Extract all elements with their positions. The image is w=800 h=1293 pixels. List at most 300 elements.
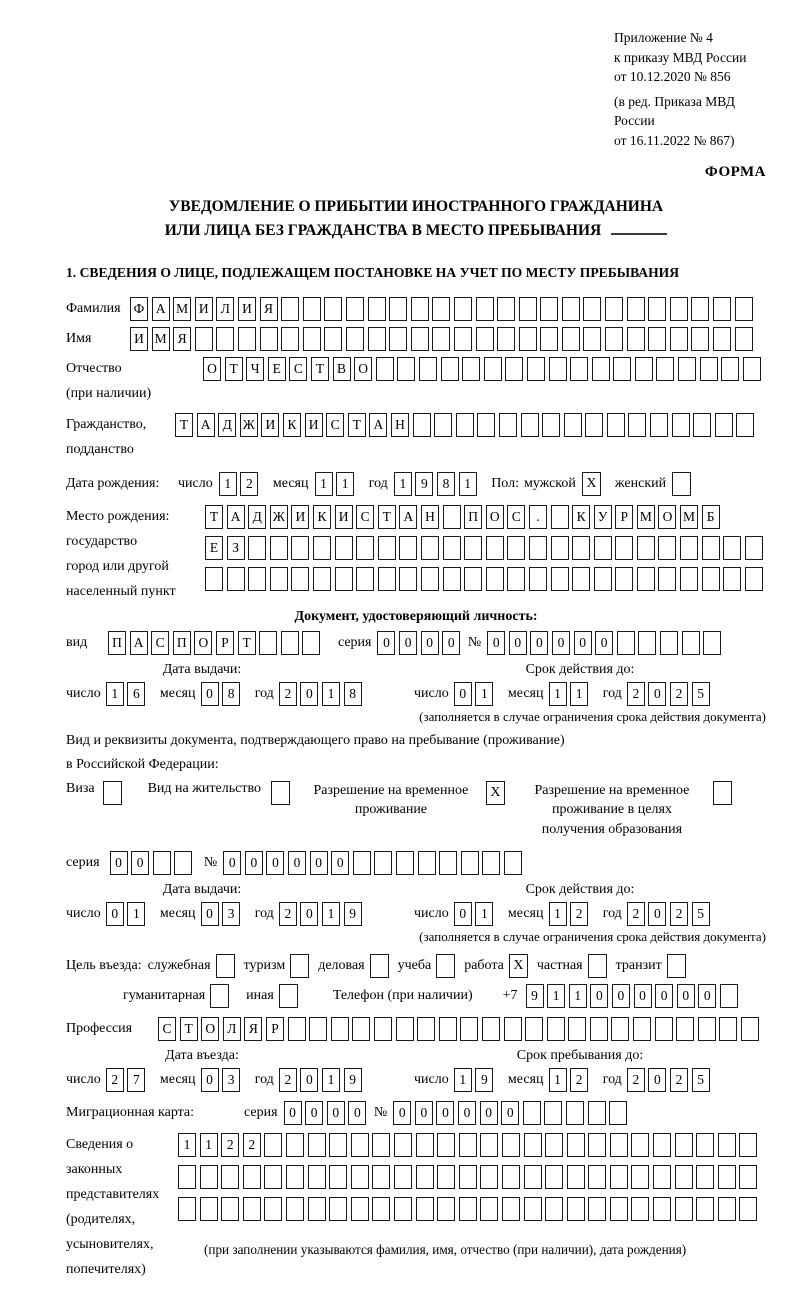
char-box[interactable] — [567, 1165, 585, 1189]
char-box[interactable]: 1 — [322, 1068, 340, 1092]
char-box[interactable]: 0 — [421, 631, 439, 655]
char-box[interactable]: А — [130, 631, 148, 655]
char-box[interactable]: 0 — [648, 902, 666, 926]
char-box[interactable] — [411, 297, 429, 321]
char-box[interactable] — [691, 327, 709, 351]
char-box[interactable] — [675, 1133, 693, 1157]
char-box[interactable]: В — [333, 357, 351, 381]
char-box[interactable] — [459, 1165, 477, 1189]
char-box[interactable]: З — [227, 536, 245, 560]
char-box[interactable] — [521, 413, 539, 437]
char-box[interactable]: Т — [180, 1017, 198, 1041]
char-box[interactable] — [335, 536, 353, 560]
char-box[interactable]: 2 — [670, 682, 688, 706]
char-box[interactable]: 0 — [552, 631, 570, 655]
char-box[interactable] — [389, 327, 407, 351]
char-box[interactable]: 9 — [344, 1068, 362, 1092]
char-box[interactable] — [421, 536, 439, 560]
char-box[interactable]: 2 — [570, 902, 588, 926]
char-box[interactable] — [286, 1165, 304, 1189]
char-box[interactable] — [378, 567, 396, 591]
char-box[interactable] — [718, 1197, 736, 1221]
char-box[interactable]: Т — [311, 357, 329, 381]
char-box[interactable] — [611, 1017, 629, 1041]
char-box[interactable]: 0 — [245, 851, 263, 875]
char-box[interactable]: Р — [266, 1017, 284, 1041]
char-box[interactable] — [745, 567, 763, 591]
char-box[interactable] — [308, 1197, 326, 1221]
char-box[interactable]: 0 — [595, 631, 613, 655]
char-box[interactable] — [396, 1017, 414, 1041]
char-box[interactable]: Т — [175, 413, 193, 437]
char-box[interactable] — [713, 297, 731, 321]
char-box[interactable] — [418, 851, 436, 875]
char-box[interactable] — [482, 851, 500, 875]
char-box[interactable] — [540, 297, 558, 321]
char-box[interactable] — [540, 327, 558, 351]
char-box[interactable] — [437, 1197, 455, 1221]
char-box[interactable] — [324, 297, 342, 321]
char-box[interactable]: 0 — [399, 631, 417, 655]
char-box[interactable] — [615, 536, 633, 560]
char-box[interactable] — [524, 1197, 542, 1221]
char-box[interactable] — [594, 567, 612, 591]
char-box[interactable]: Е — [268, 357, 286, 381]
char-box[interactable] — [174, 851, 192, 875]
char-box[interactable] — [544, 1101, 562, 1125]
char-box[interactable]: Н — [421, 505, 439, 529]
char-box[interactable] — [484, 357, 502, 381]
char-box[interactable]: 0 — [574, 631, 592, 655]
char-box[interactable] — [505, 357, 523, 381]
char-box[interactable]: Д — [218, 413, 236, 437]
char-box[interactable]: 8 — [437, 472, 455, 496]
char-box[interactable]: 2 — [570, 1068, 588, 1092]
char-box[interactable]: П — [173, 631, 191, 655]
char-box[interactable]: 2 — [279, 902, 297, 926]
char-box[interactable] — [721, 357, 739, 381]
char-box[interactable]: 0 — [655, 984, 673, 1008]
char-box[interactable] — [605, 327, 623, 351]
char-box[interactable]: Р — [216, 631, 234, 655]
char-box[interactable] — [303, 297, 321, 321]
char-box[interactable] — [178, 1165, 196, 1189]
char-box[interactable] — [682, 631, 700, 655]
char-box[interactable] — [270, 567, 288, 591]
char-box[interactable] — [735, 297, 753, 321]
char-box[interactable]: . — [529, 505, 547, 529]
char-box[interactable]: М — [637, 505, 655, 529]
char-box[interactable] — [562, 297, 580, 321]
char-box[interactable]: К — [572, 505, 590, 529]
char-box[interactable] — [486, 536, 504, 560]
char-box[interactable]: О — [203, 357, 221, 381]
transit-checkbox[interactable] — [667, 954, 686, 978]
char-box[interactable] — [609, 1101, 627, 1125]
char-box[interactable] — [551, 536, 569, 560]
char-box[interactable] — [270, 536, 288, 560]
char-box[interactable]: 2 — [243, 1133, 261, 1157]
char-box[interactable] — [329, 1133, 347, 1157]
char-box[interactable] — [542, 413, 560, 437]
char-box[interactable] — [432, 297, 450, 321]
char-box[interactable] — [221, 1197, 239, 1221]
study-checkbox[interactable] — [436, 954, 455, 978]
char-box[interactable] — [356, 567, 374, 591]
other-checkbox[interactable] — [279, 984, 298, 1008]
char-box[interactable]: С — [151, 631, 169, 655]
char-box[interactable] — [739, 1133, 757, 1157]
char-box[interactable]: П — [108, 631, 126, 655]
char-box[interactable]: И — [335, 505, 353, 529]
char-box[interactable] — [432, 327, 450, 351]
char-box[interactable]: 1 — [336, 472, 354, 496]
char-box[interactable] — [547, 1017, 565, 1041]
char-box[interactable] — [713, 327, 731, 351]
char-box[interactable]: М — [680, 505, 698, 529]
char-box[interactable]: А — [227, 505, 245, 529]
char-box[interactable] — [346, 327, 364, 351]
char-box[interactable] — [480, 1133, 498, 1157]
char-box[interactable]: 1 — [454, 1068, 472, 1092]
char-box[interactable]: 1 — [475, 682, 493, 706]
char-box[interactable] — [610, 1133, 628, 1157]
char-box[interactable]: Т — [225, 357, 243, 381]
char-box[interactable]: 0 — [648, 1068, 666, 1092]
char-box[interactable]: И — [238, 297, 256, 321]
char-box[interactable] — [286, 1197, 304, 1221]
char-box[interactable] — [572, 567, 590, 591]
char-box[interactable] — [329, 1165, 347, 1189]
char-box[interactable] — [627, 327, 645, 351]
char-box[interactable] — [248, 536, 266, 560]
tourism-checkbox[interactable] — [290, 954, 309, 978]
char-box[interactable] — [200, 1165, 218, 1189]
char-box[interactable] — [588, 1197, 606, 1221]
char-box[interactable] — [631, 1165, 649, 1189]
char-box[interactable] — [480, 1165, 498, 1189]
char-box[interactable] — [439, 1017, 457, 1041]
char-box[interactable] — [221, 1165, 239, 1189]
char-box[interactable] — [499, 413, 517, 437]
char-box[interactable] — [718, 1165, 736, 1189]
char-box[interactable] — [658, 536, 676, 560]
char-box[interactable] — [399, 567, 417, 591]
char-box[interactable]: Л — [216, 297, 234, 321]
char-box[interactable] — [519, 297, 537, 321]
char-box[interactable] — [374, 1017, 392, 1041]
char-box[interactable]: О — [354, 357, 372, 381]
char-box[interactable] — [637, 567, 655, 591]
char-box[interactable] — [419, 357, 437, 381]
char-box[interactable] — [281, 631, 299, 655]
char-box[interactable] — [504, 851, 522, 875]
char-box[interactable]: 2 — [279, 1068, 297, 1092]
char-box[interactable] — [476, 327, 494, 351]
char-box[interactable]: 9 — [475, 1068, 493, 1092]
char-box[interactable] — [454, 297, 472, 321]
char-box[interactable] — [153, 851, 171, 875]
char-box[interactable]: 6 — [127, 682, 145, 706]
char-box[interactable] — [519, 327, 537, 351]
char-box[interactable] — [617, 631, 635, 655]
char-box[interactable] — [303, 327, 321, 351]
char-box[interactable] — [583, 327, 601, 351]
char-box[interactable] — [696, 1197, 714, 1221]
char-box[interactable]: 0 — [487, 631, 505, 655]
char-box[interactable]: 0 — [698, 984, 716, 1008]
char-box[interactable] — [411, 327, 429, 351]
char-box[interactable]: 0 — [590, 984, 608, 1008]
char-box[interactable] — [562, 327, 580, 351]
char-box[interactable] — [372, 1133, 390, 1157]
char-box[interactable]: А — [197, 413, 215, 437]
char-box[interactable] — [567, 1133, 585, 1157]
char-box[interactable] — [745, 536, 763, 560]
char-box[interactable]: К — [313, 505, 331, 529]
char-box[interactable] — [331, 1017, 349, 1041]
char-box[interactable] — [594, 536, 612, 560]
temp-residence-checkbox[interactable]: X — [486, 781, 505, 805]
char-box[interactable]: 1 — [106, 682, 124, 706]
char-box[interactable]: П — [464, 505, 482, 529]
char-box[interactable]: 0 — [266, 851, 284, 875]
char-box[interactable]: 0 — [300, 902, 318, 926]
char-box[interactable] — [281, 327, 299, 351]
char-box[interactable] — [368, 297, 386, 321]
char-box[interactable]: 2 — [240, 472, 258, 496]
char-box[interactable] — [523, 1101, 541, 1125]
char-box[interactable] — [439, 851, 457, 875]
char-box[interactable] — [670, 297, 688, 321]
char-box[interactable] — [702, 567, 720, 591]
char-box[interactable] — [566, 1101, 584, 1125]
char-box[interactable] — [592, 357, 610, 381]
char-box[interactable]: О — [201, 1017, 219, 1041]
char-box[interactable]: 0 — [454, 902, 472, 926]
char-box[interactable] — [735, 327, 753, 351]
char-box[interactable]: 0 — [201, 682, 219, 706]
char-box[interactable] — [216, 327, 234, 351]
char-box[interactable] — [291, 567, 309, 591]
char-box[interactable] — [376, 357, 394, 381]
char-box[interactable] — [648, 327, 666, 351]
char-box[interactable] — [434, 413, 452, 437]
char-box[interactable] — [417, 1017, 435, 1041]
char-box[interactable]: 3 — [222, 902, 240, 926]
char-box[interactable] — [739, 1197, 757, 1221]
char-box[interactable] — [353, 851, 371, 875]
char-box[interactable]: 1 — [127, 902, 145, 926]
char-box[interactable] — [741, 1017, 759, 1041]
private-checkbox[interactable] — [588, 954, 607, 978]
char-box[interactable]: 0 — [612, 984, 630, 1008]
char-box[interactable] — [590, 1017, 608, 1041]
char-box[interactable] — [396, 851, 414, 875]
char-box[interactable] — [739, 1165, 757, 1189]
char-box[interactable] — [628, 413, 646, 437]
char-box[interactable]: 2 — [670, 902, 688, 926]
char-box[interactable]: 0 — [677, 984, 695, 1008]
char-box[interactable] — [346, 297, 364, 321]
char-box[interactable]: 0 — [288, 851, 306, 875]
char-box[interactable]: 1 — [569, 984, 587, 1008]
char-box[interactable] — [324, 327, 342, 351]
char-box[interactable]: 2 — [627, 682, 645, 706]
char-box[interactable]: О — [658, 505, 676, 529]
char-box[interactable] — [529, 567, 547, 591]
char-box[interactable]: Б — [702, 505, 720, 529]
char-box[interactable]: 2 — [221, 1133, 239, 1157]
char-box[interactable] — [464, 567, 482, 591]
char-box[interactable] — [413, 413, 431, 437]
char-box[interactable] — [421, 567, 439, 591]
char-box[interactable] — [743, 357, 761, 381]
char-box[interactable] — [627, 297, 645, 321]
char-box[interactable]: 1 — [570, 682, 588, 706]
char-box[interactable] — [368, 327, 386, 351]
residence-permit-checkbox[interactable] — [271, 781, 290, 805]
char-box[interactable]: И — [261, 413, 279, 437]
char-box[interactable] — [443, 536, 461, 560]
char-box[interactable] — [545, 1197, 563, 1221]
char-box[interactable]: 5 — [692, 1068, 710, 1092]
char-box[interactable]: Я — [173, 327, 191, 351]
char-box[interactable] — [564, 413, 582, 437]
char-box[interactable] — [507, 567, 525, 591]
char-box[interactable]: 0 — [331, 851, 349, 875]
char-box[interactable]: С — [356, 505, 374, 529]
char-box[interactable]: 0 — [348, 1101, 366, 1125]
char-box[interactable]: 8 — [344, 682, 362, 706]
char-box[interactable] — [653, 1165, 671, 1189]
char-box[interactable]: 1 — [394, 472, 412, 496]
char-box[interactable]: 0 — [110, 851, 128, 875]
char-box[interactable]: А — [399, 505, 417, 529]
visa-checkbox[interactable] — [103, 781, 122, 805]
char-box[interactable]: 0 — [415, 1101, 433, 1125]
char-box[interactable] — [441, 357, 459, 381]
char-box[interactable] — [524, 1165, 542, 1189]
char-box[interactable] — [378, 536, 396, 560]
char-box[interactable]: С — [158, 1017, 176, 1041]
char-box[interactable] — [588, 1165, 606, 1189]
char-box[interactable] — [416, 1165, 434, 1189]
char-box[interactable] — [243, 1165, 261, 1189]
char-box[interactable] — [313, 536, 331, 560]
char-box[interactable]: 0 — [310, 851, 328, 875]
char-box[interactable] — [482, 1017, 500, 1041]
char-box[interactable] — [675, 1197, 693, 1221]
char-box[interactable] — [545, 1133, 563, 1157]
char-box[interactable] — [351, 1133, 369, 1157]
char-box[interactable]: 0 — [377, 631, 395, 655]
char-box[interactable]: 5 — [692, 682, 710, 706]
char-box[interactable] — [437, 1165, 455, 1189]
char-box[interactable] — [650, 413, 668, 437]
char-box[interactable] — [486, 567, 504, 591]
char-box[interactable] — [389, 297, 407, 321]
char-box[interactable] — [675, 1165, 693, 1189]
char-box[interactable] — [653, 1197, 671, 1221]
char-box[interactable]: И — [291, 505, 309, 529]
char-box[interactable] — [462, 357, 480, 381]
char-box[interactable] — [702, 536, 720, 560]
char-box[interactable]: 7 — [127, 1068, 145, 1092]
char-box[interactable]: 8 — [222, 682, 240, 706]
char-box[interactable] — [549, 357, 567, 381]
char-box[interactable]: 0 — [480, 1101, 498, 1125]
char-box[interactable] — [394, 1197, 412, 1221]
char-box[interactable] — [480, 1197, 498, 1221]
char-box[interactable]: 2 — [106, 1068, 124, 1092]
char-box[interactable] — [416, 1197, 434, 1221]
char-box[interactable] — [715, 413, 733, 437]
char-box[interactable] — [248, 567, 266, 591]
char-box[interactable]: Т — [378, 505, 396, 529]
char-box[interactable]: О — [486, 505, 504, 529]
char-box[interactable] — [456, 413, 474, 437]
char-box[interactable] — [352, 1017, 370, 1041]
char-box[interactable] — [264, 1165, 282, 1189]
char-box[interactable]: И — [305, 413, 323, 437]
char-box[interactable] — [656, 357, 674, 381]
char-box[interactable] — [672, 413, 690, 437]
char-box[interactable]: Р — [615, 505, 633, 529]
char-box[interactable] — [691, 297, 709, 321]
char-box[interactable] — [460, 1017, 478, 1041]
char-box[interactable] — [437, 1133, 455, 1157]
char-box[interactable]: 0 — [284, 1101, 302, 1125]
char-box[interactable] — [660, 631, 678, 655]
char-box[interactable]: 0 — [201, 1068, 219, 1092]
char-box[interactable] — [698, 1017, 716, 1041]
char-box[interactable]: 1 — [219, 472, 237, 496]
char-box[interactable] — [631, 1133, 649, 1157]
char-box[interactable] — [607, 413, 625, 437]
char-box[interactable] — [195, 327, 213, 351]
char-box[interactable] — [719, 1017, 737, 1041]
char-box[interactable] — [524, 1133, 542, 1157]
char-box[interactable] — [700, 357, 718, 381]
char-box[interactable]: И — [195, 297, 213, 321]
char-box[interactable] — [260, 327, 278, 351]
char-box[interactable]: Л — [223, 1017, 241, 1041]
char-box[interactable] — [648, 297, 666, 321]
char-box[interactable] — [497, 297, 515, 321]
char-box[interactable] — [477, 413, 495, 437]
char-box[interactable]: О — [194, 631, 212, 655]
char-box[interactable] — [394, 1133, 412, 1157]
char-box[interactable] — [572, 536, 590, 560]
char-box[interactable]: 0 — [530, 631, 548, 655]
char-box[interactable] — [504, 1017, 522, 1041]
char-box[interactable] — [374, 851, 392, 875]
char-box[interactable] — [703, 631, 721, 655]
char-box[interactable] — [638, 631, 656, 655]
char-box[interactable]: 0 — [436, 1101, 454, 1125]
char-box[interactable] — [308, 1133, 326, 1157]
char-box[interactable] — [693, 413, 711, 437]
char-box[interactable] — [567, 1197, 585, 1221]
char-box[interactable]: К — [283, 413, 301, 437]
char-box[interactable] — [696, 1165, 714, 1189]
char-box[interactable] — [302, 631, 320, 655]
char-box[interactable] — [264, 1197, 282, 1221]
char-box[interactable]: 1 — [315, 472, 333, 496]
char-box[interactable] — [723, 536, 741, 560]
char-box[interactable]: Т — [238, 631, 256, 655]
